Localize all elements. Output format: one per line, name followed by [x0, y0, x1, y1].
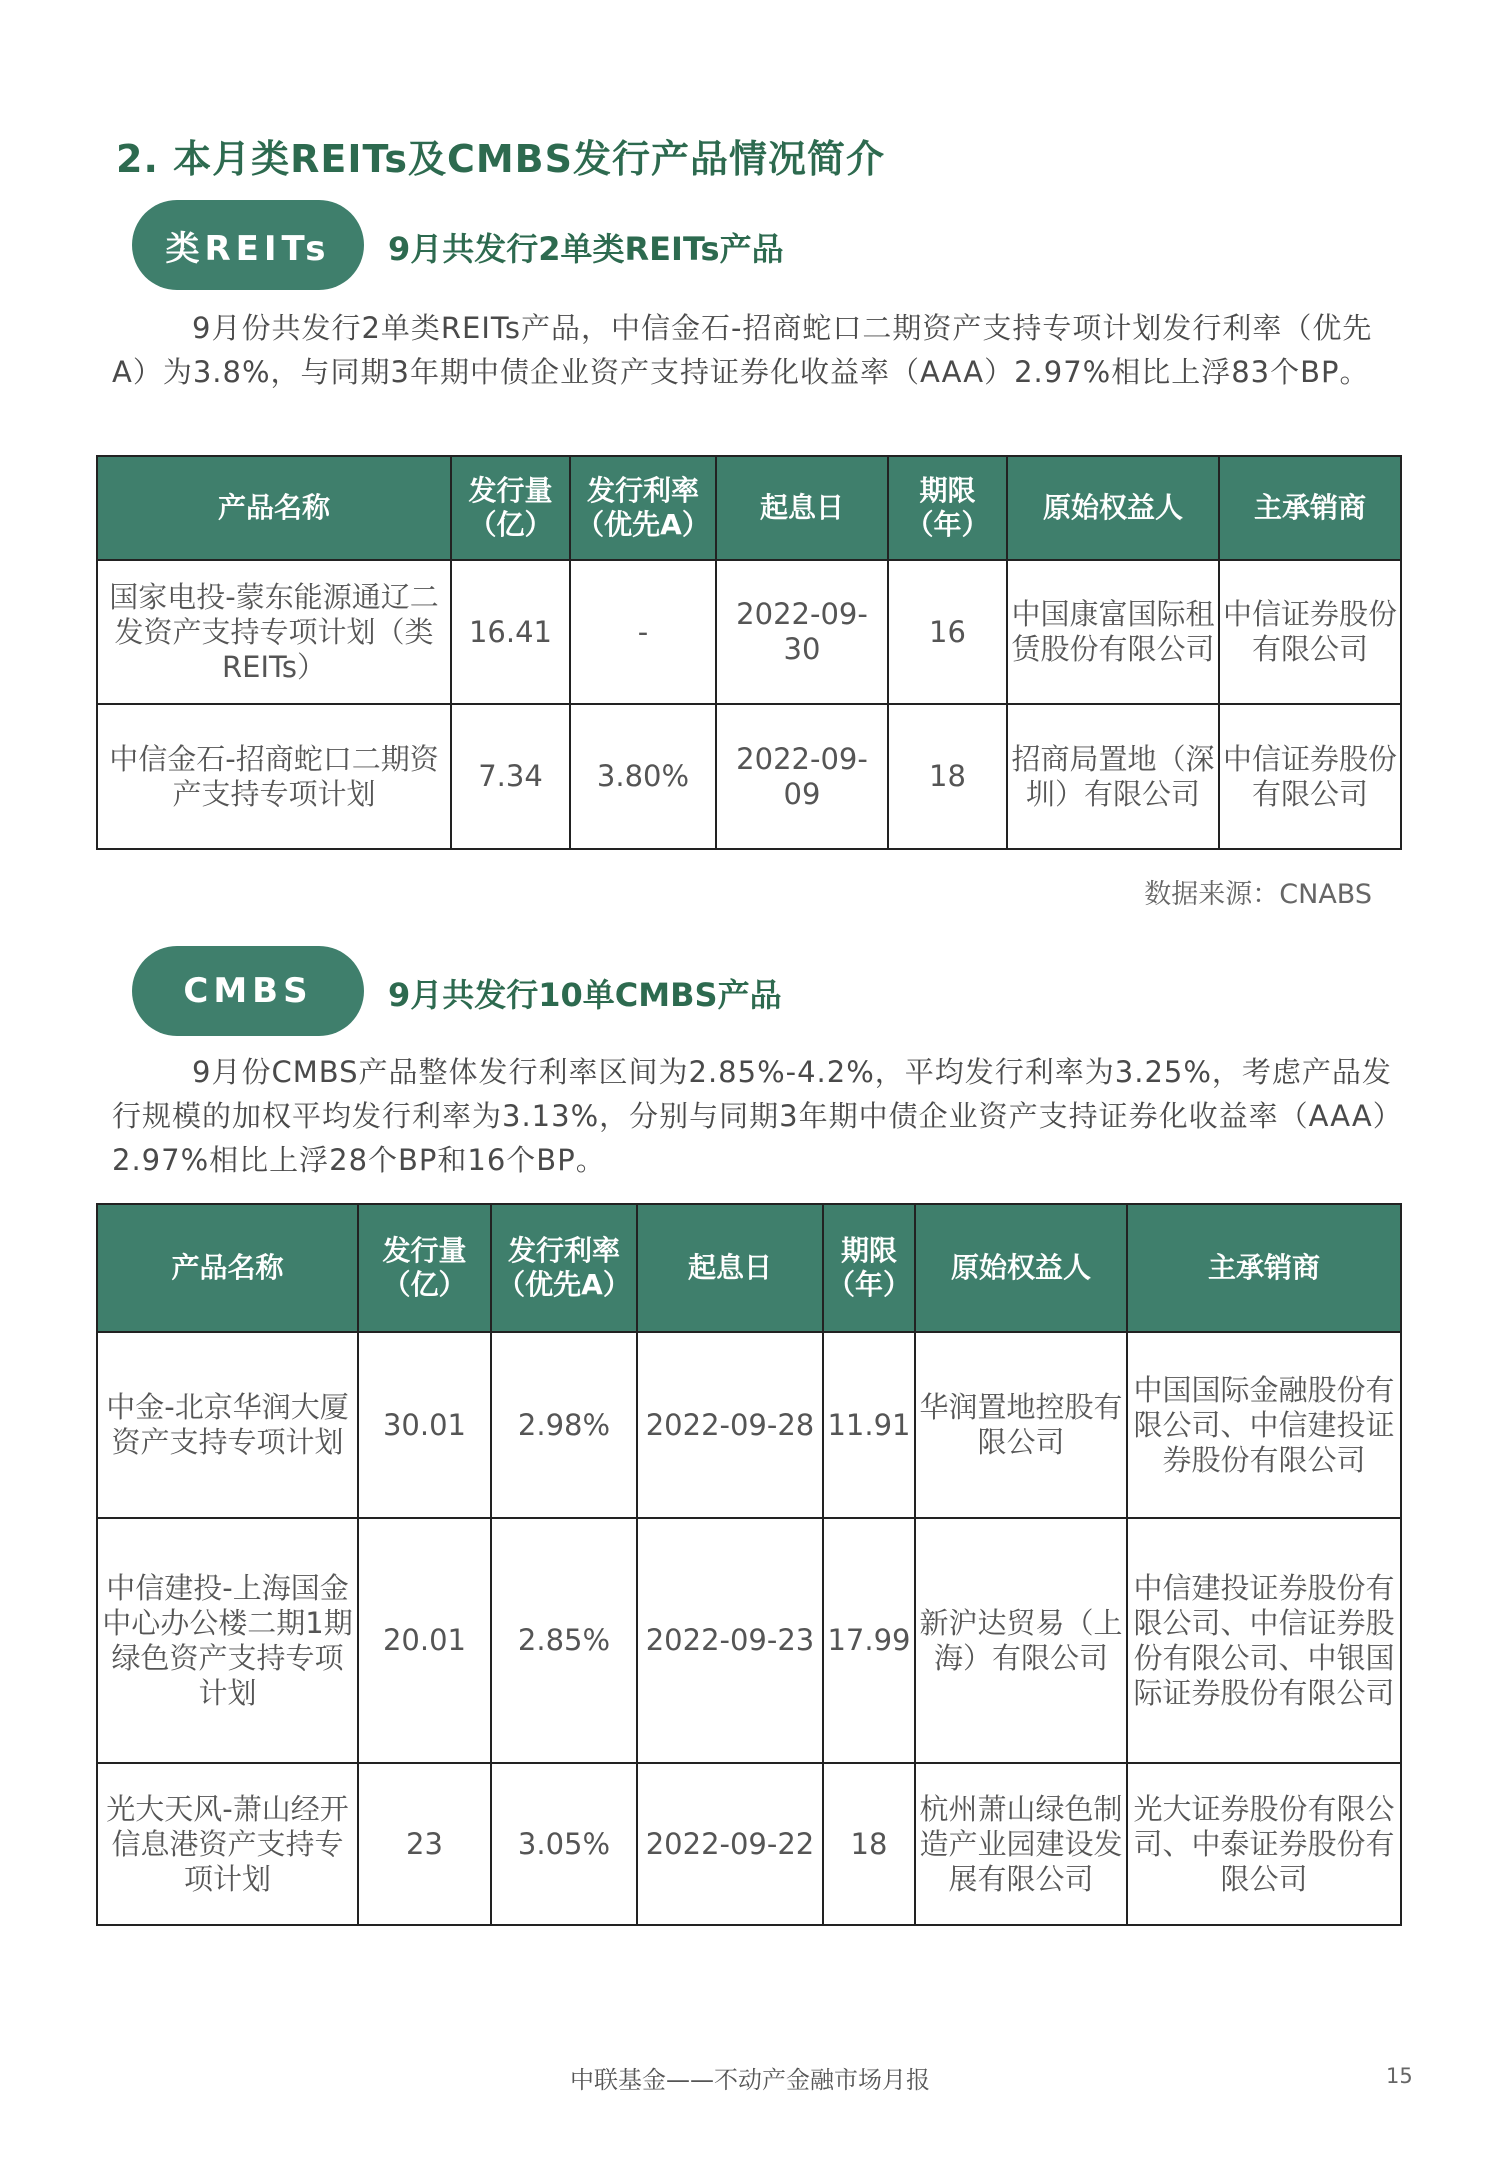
- table-row: [97, 1332, 1401, 1518]
- col-header-underwriter: 主承销商: [1219, 456, 1401, 560]
- value-date-cell: 2022-09-28: [637, 1332, 823, 1518]
- col-header-value-date: 起息日: [716, 456, 888, 560]
- term-cell: 18: [888, 704, 1007, 849]
- term-cell: 16: [888, 560, 1007, 704]
- col-header-underwriter: 主承销商: [1127, 1204, 1401, 1332]
- col-header-issue-rate: 发行利率（优先A）: [491, 1204, 637, 1332]
- issue-volume-cell: 23: [358, 1763, 491, 1925]
- table-row: [97, 560, 1401, 704]
- reits-intro: 9月份共发行2单类REITs产品，中信金石-招商蛇口二期资产支持专项计划发行利率（优先A）为3.8%，与同期3年期中债企业资产支持证券化收益率（AAA）2.97%相比上浮83个BP。: [112, 311, 1373, 389]
- underwriter-cell: 光大证券股份有限公司、中泰证券股份有限公司: [1127, 1763, 1401, 1925]
- originator-cell: 招商局置地（深圳）有限公司: [1007, 704, 1219, 849]
- reits-table: [96, 455, 1402, 850]
- value-date-cell: 2022-09-09: [716, 704, 888, 849]
- reits-heading: 9月共发行2单类REITs产品: [388, 230, 784, 268]
- originator-cell: 华润置地控股有限公司: [915, 1332, 1127, 1518]
- col-header-issue-volume: 发行量（亿）: [451, 456, 570, 560]
- issue-rate-cell: 2.85%: [491, 1518, 637, 1763]
- cmbs-intro: 9月份CMBS产品整体发行利率区间为2.85%-4.2%，平均发行利率为3.25%，考虑产品发行规模的加权平均发行利率为3.13%，分别与同期3年期中债企业资产支持证券化收益率（AAA）2.97%相比上浮28个BP和16个BP。: [112, 1055, 1392, 1177]
- term-cell: 17.99: [823, 1518, 915, 1763]
- data-source-note: 数据来源：CNABS: [1144, 879, 1372, 910]
- value-date-cell: 2022-09-30: [716, 560, 888, 704]
- originator-cell: 中国康富国际租赁股份有限公司: [1007, 560, 1219, 704]
- issue-volume-cell: 7.34: [451, 704, 570, 849]
- product-name-cell: 光大天风-萧山经开信息港资产支持专项计划: [97, 1763, 358, 1925]
- value-date-cell: 2022-09-22: [637, 1763, 823, 1925]
- issue-volume-cell: 20.01: [358, 1518, 491, 1763]
- table-row: [97, 1518, 1401, 1763]
- term-cell: 11.91: [823, 1332, 915, 1518]
- col-header-originator: 原始权益人: [915, 1204, 1127, 1332]
- table-row: [97, 704, 1401, 849]
- value-date-cell: 2022-09-23: [637, 1518, 823, 1763]
- col-header-term: 期限（年）: [823, 1204, 915, 1332]
- col-header-product-name: 产品名称: [97, 1204, 358, 1332]
- section-title: 2. 本月类REITs及CMBS发行产品情况简介: [116, 137, 885, 181]
- issue-volume-cell: 16.41: [451, 560, 570, 704]
- issue-rate-cell: 2.98%: [491, 1332, 637, 1518]
- table-row: [97, 1763, 1401, 1925]
- col-header-product-name: 产品名称: [97, 456, 451, 560]
- col-header-value-date: 起息日: [637, 1204, 823, 1332]
- page-number: 15: [1386, 2064, 1413, 2088]
- product-name-cell: 中信建投-上海国金中心办公楼二期1期绿色资产支持专项计划: [97, 1518, 358, 1763]
- col-header-issue-volume: 发行量（亿）: [358, 1204, 491, 1332]
- col-header-originator: 原始权益人: [1007, 456, 1219, 560]
- underwriter-cell: 中国国际金融股份有限公司、中信建投证券股份有限公司: [1127, 1332, 1401, 1518]
- originator-cell: 杭州萧山绿色制造产业园建设发展有限公司: [915, 1763, 1127, 1925]
- underwriter-cell: 中信证券股份有限公司: [1219, 704, 1401, 849]
- issue-rate-cell: 3.80%: [570, 704, 716, 849]
- reits-badge: 类REITs: [132, 200, 364, 290]
- product-name-cell: 中金-北京华润大厦资产支持专项计划: [97, 1332, 358, 1518]
- reits-header-row: [97, 456, 1401, 560]
- cmbs-badge: CMBS: [132, 946, 364, 1036]
- product-name-cell: 中信金石-招商蛇口二期资产支持专项计划: [97, 704, 451, 849]
- underwriter-cell: 中信证券股份有限公司: [1219, 560, 1401, 704]
- issue-rate-cell: 3.05%: [491, 1763, 637, 1925]
- originator-cell: 新沪达贸易（上海）有限公司: [915, 1518, 1127, 1763]
- cmbs-header-row: [97, 1204, 1401, 1332]
- col-header-term: 期限（年）: [888, 456, 1007, 560]
- issue-volume-cell: 30.01: [358, 1332, 491, 1518]
- cmbs-heading: 9月共发行10单CMBS产品: [388, 976, 782, 1014]
- product-name-cell: 国家电投-蒙东能源通辽二发资产支持专项计划（类REITs）: [97, 560, 451, 704]
- underwriter-cell: 中信建投证券股份有限公司、中信证券股份有限公司、中银国际证券股份有限公司: [1127, 1518, 1401, 1763]
- col-header-issue-rate: 发行利率（优先A）: [570, 456, 716, 560]
- issue-rate-cell: -: [570, 560, 716, 704]
- cmbs-table: [96, 1203, 1402, 1926]
- term-cell: 18: [823, 1763, 915, 1925]
- footer-title: 中联基金——不动产金融市场月报: [570, 2066, 930, 2094]
